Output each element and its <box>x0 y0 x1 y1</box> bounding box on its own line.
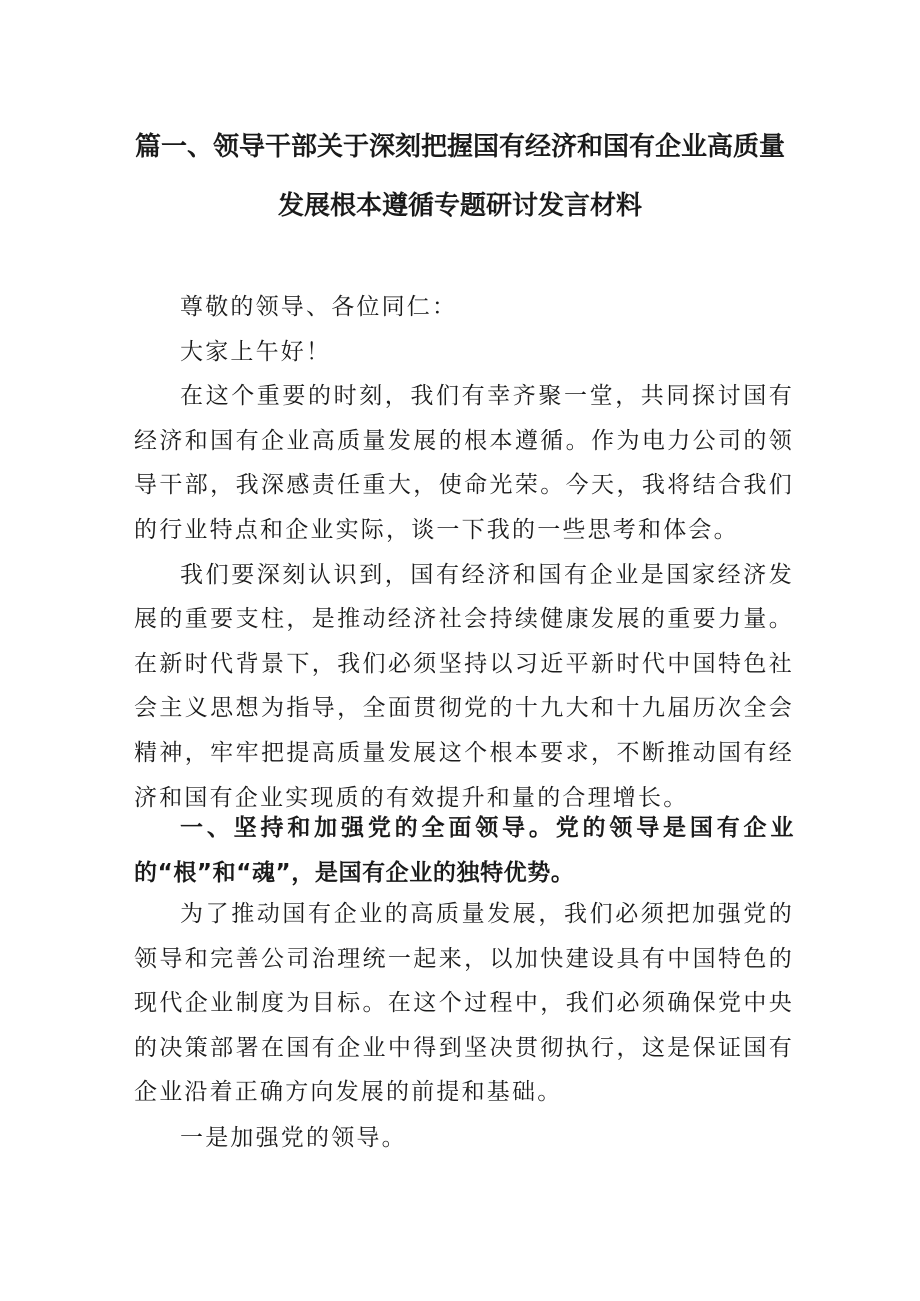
section-heading: 一、坚持和加强党的全面领导。党的领导是国有企业的“根”和“魂”，是国有企业的独特优势。 <box>134 815 794 886</box>
sub-item-block <box>134 1116 794 1161</box>
body-paragraph-1: 在这个重要的时刻，我们有幸齐聚一堂，共同探讨国有经济和国有企业高质量发展的根本遵循。作为电力公司的领导干部，我深感责任重大，使命光荣。今天，我将结合我们的行业特点和企业实际，谈一下我的一些思考和体会。 <box>134 383 794 543</box>
body-paragraph-2: 我们要深刻认识到，国有经济和国有企业是国家经济发展的重要支柱，是推动经济社会持续健康发展的重要力量。在新时代背景下，我们必须坚持以习近平新时代中国特色社会主义思想为指导，全面贯彻党的十九大和十九届历次全会精神，牢牢把提高质量发展这个根本要求，不断推动国有经济和国有企业实现质的有效提升和量的合理增长。 <box>134 561 794 811</box>
greeting: 大家上午好！ <box>180 338 332 365</box>
section-body-block <box>134 892 794 1115</box>
salutation-block <box>134 285 794 820</box>
sub-item: 一是加强党的领导。 <box>180 1125 407 1151</box>
salutation: 尊敬的领导、各位同仁： <box>180 294 458 320</box>
document-title-line-2: 发展根本遵循专题研讨发言材料 <box>277 191 642 221</box>
document-title-line-1: 篇一、领导干部关于深刻把握国有经济和国有企业高质量 <box>134 132 785 162</box>
section-paragraph: 为了推动国有企业的高质量发展，我们必须把加强党的领导和完善公司治理统一起来，以加快建设具有中国特色的现代企业制度为目标。在这个过程中，我们必须确保党中央的决策部署在国有企业中得到坚决贯彻执行，这是保证国有企业沿着正确方向发展的前提和基础。 <box>134 901 794 1106</box>
